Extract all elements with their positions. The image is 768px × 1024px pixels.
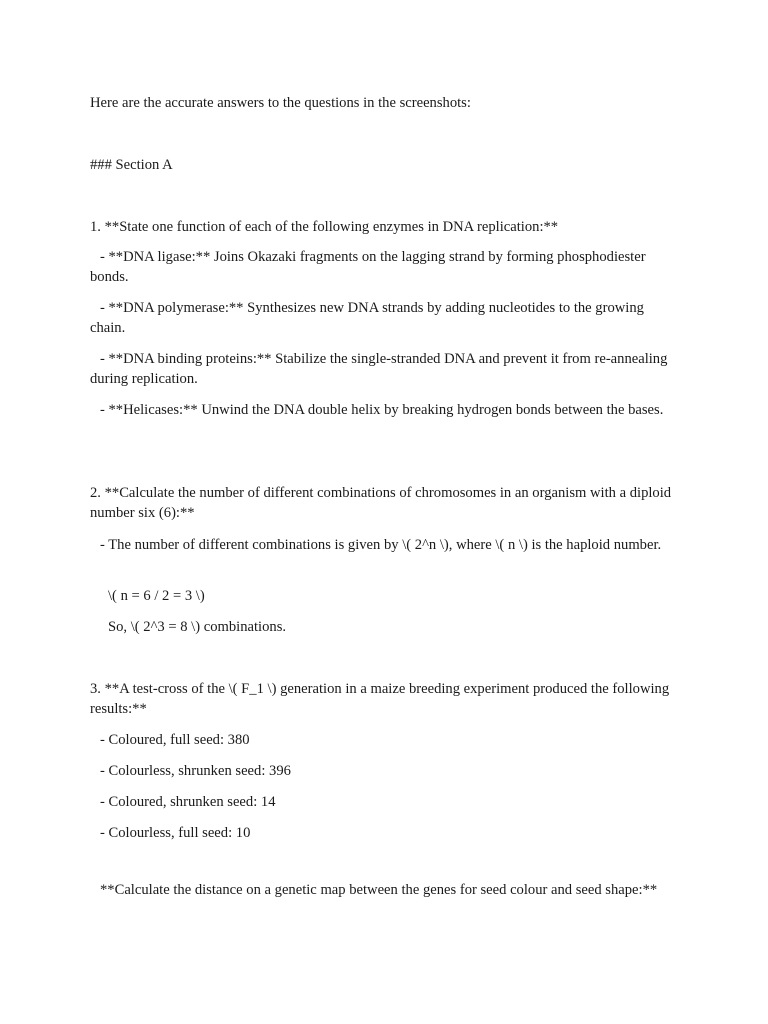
question-2-title: 2. **Calculate the number of different combinations of chromosomes in an organism with a diploid number six (6):**	[90, 485, 672, 521]
result-coloured-full: - Coloured, full seed: 380	[100, 732, 250, 748]
section-heading: ### Section A	[90, 157, 173, 173]
question-1-item-binding-proteins: - **DNA binding proteins:** Stabilize the single-stranded DNA and prevent it from re-annealing during replication.	[90, 351, 668, 387]
question-3-subquestion: **Calculate the distance on a genetic map between the genes for seed colour and seed shape:**	[100, 882, 658, 898]
result-colourless-full: - Colourless, full seed: 10	[100, 825, 251, 841]
intro-text: Here are the accurate answers to the questions in the screenshots:	[90, 95, 471, 111]
question-1-item-dna-ligase: - **DNA ligase:** Joins Okazaki fragments on the lagging strand by forming phosphodiester bonds.	[90, 249, 646, 285]
question-1-item-dna-polymerase: - **DNA polymerase:** Synthesizes new DNA strands by adding nucleotides to the growing chain.	[90, 300, 644, 336]
question-3-title: 3. **A test-cross of the \( F_1 \) generation in a maize breeding experiment produced the following results:**	[90, 681, 670, 717]
question-2-step-1: \( n = 6 / 2 = 3 \)	[108, 588, 205, 604]
result-coloured-shrunken: - Coloured, shrunken seed: 14	[100, 794, 276, 810]
question-1-item-helicases: - **Helicases:** Unwind the DNA double helix by breaking hydrogen bonds between the bases.	[100, 402, 664, 418]
question-2-step-2: So, \( 2^3 = 8 \) combinations.	[108, 619, 287, 635]
question-2-explanation: - The number of different combinations is given by \( 2^n \), where \( n \) is the haploid number.	[100, 537, 662, 553]
question-1-title: 1. **State one function of each of the following enzymes in DNA replication:**	[90, 219, 559, 235]
result-colourless-shrunken: - Colourless, shrunken seed: 396	[100, 763, 291, 779]
